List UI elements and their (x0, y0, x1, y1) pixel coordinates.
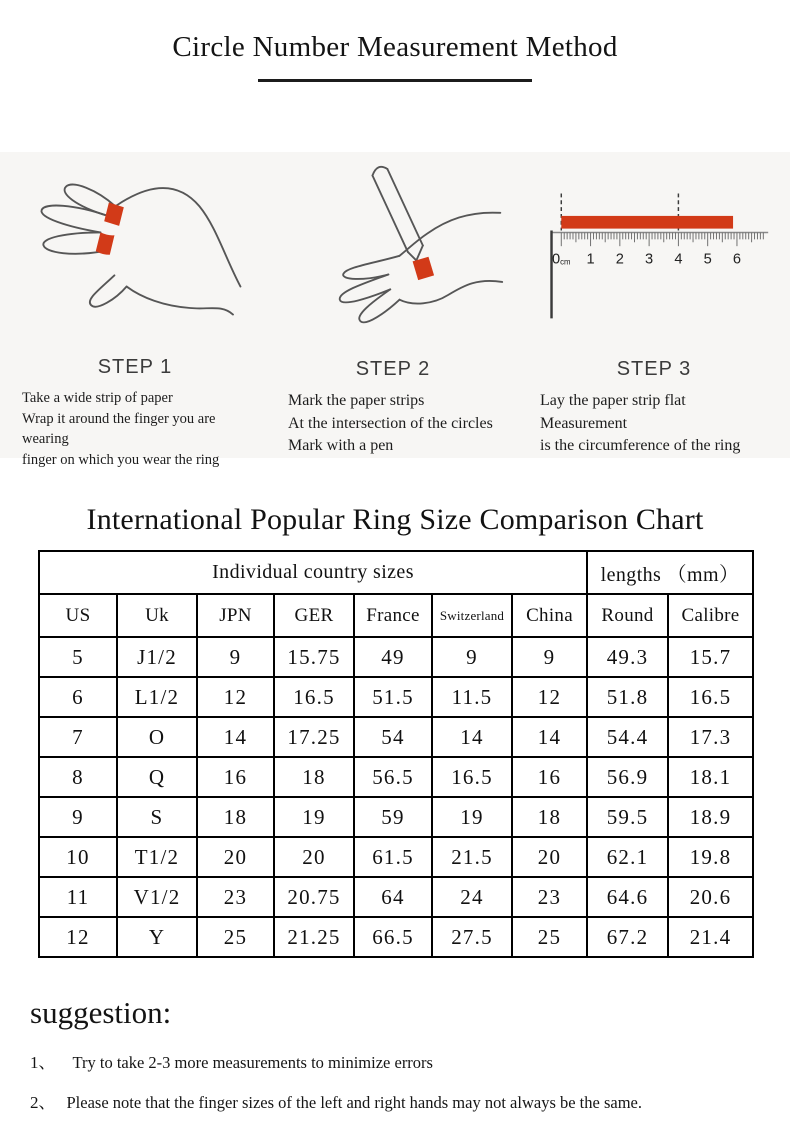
table-cell: 20.6 (668, 877, 753, 917)
column-header-round: Round (587, 594, 668, 637)
table-cell: 21.25 (274, 917, 354, 957)
table-cell: 9 (512, 637, 587, 677)
table-cell: 17.3 (668, 717, 753, 757)
step-3-section (522, 154, 786, 458)
title-underline (258, 79, 532, 82)
column-header-jpn: JPN (197, 594, 274, 637)
table-cell: 18 (274, 757, 354, 797)
table-row (39, 797, 753, 837)
table-cell: 54.4 (587, 717, 668, 757)
table-cell: 59 (354, 797, 432, 837)
step-1-line-2: Wrap it around the finger you are wearing (22, 410, 216, 448)
table-column-header-row (39, 594, 753, 637)
table-cell: 5 (39, 637, 117, 677)
table-cell: 64.6 (587, 877, 668, 917)
table-cell: 17.25 (274, 717, 354, 757)
hand-marking-with-pen-illustration (274, 155, 512, 351)
suggestion-item-text: Try to take 2-3 more measurements to minimize errors (72, 1053, 433, 1072)
table-cell: 7 (39, 717, 117, 757)
table-cell: 51.5 (354, 677, 432, 717)
step-1-line-1: Take a wide strip of paper (22, 390, 173, 406)
table-cell: L1/2 (117, 677, 197, 717)
column-header-calibre: Calibre (668, 594, 753, 637)
table-cell: 24 (432, 877, 512, 917)
ruler-label-6: 6 (732, 251, 742, 268)
table-cell: Y (117, 917, 197, 957)
table-cell: 12 (512, 677, 587, 717)
table-cell: 6 (39, 677, 117, 717)
suggestion-item (30, 1048, 790, 1073)
table-cell: 21.5 (432, 837, 512, 877)
ruler-label-5: 5 (703, 251, 712, 268)
table-cell: 21.4 (668, 917, 753, 957)
table-row (39, 877, 753, 917)
table-cell: 16.5 (668, 677, 753, 717)
table-row (39, 717, 753, 757)
table-cell: 18.1 (668, 757, 753, 797)
step-3-description (532, 390, 776, 458)
table-cell: 10 (39, 837, 117, 877)
table-cell: 15.75 (274, 637, 354, 677)
table-cell: 49 (354, 637, 432, 677)
table-row (39, 837, 753, 877)
table-cell: J1/2 (117, 637, 197, 677)
table-row (39, 917, 753, 957)
group-header-country-sizes: Individual country sizes (39, 551, 587, 594)
step-2-line-3: Mark with a pen (288, 437, 394, 455)
table-cell: 19.8 (668, 837, 753, 877)
table-cell: 25 (197, 917, 274, 957)
suggestion-item-text: Please note that the finger sizes of the left and right hands may not always be the same. (66, 1093, 642, 1112)
suggestion-heading: suggestion: (30, 995, 172, 1030)
column-header-china: China (512, 594, 587, 637)
table-cell: 14 (432, 717, 512, 757)
table-cell: 12 (197, 677, 274, 717)
step-3-label: STEP 3 (616, 357, 692, 380)
table-cell: 14 (512, 717, 587, 757)
table-cell: S (117, 797, 197, 837)
ruler-label-1: 1 (586, 251, 595, 268)
ruler-label-4: 4 (674, 251, 683, 268)
table-row (39, 677, 753, 717)
step-3-figure (532, 154, 776, 352)
table-cell: 59.5 (587, 797, 668, 837)
table-cell: 9 (197, 637, 274, 677)
page-header (0, 0, 790, 152)
measurement-steps-band (0, 152, 790, 468)
table-cell: 51.8 (587, 677, 668, 717)
step-2-line-2: At the intersection of the circles (288, 414, 493, 432)
table-cell: 49.3 (587, 637, 668, 677)
table-cell: 54 (354, 717, 432, 757)
table-cell: 67.2 (587, 917, 668, 957)
ruler-label-2: 2 (615, 251, 624, 268)
table-row (39, 637, 753, 677)
table-cell: 56.5 (354, 757, 432, 797)
step-2-description (274, 390, 512, 458)
suggestion-item-number: 1、 (30, 1053, 56, 1072)
column-header-switzerland: Switzerland (432, 594, 512, 637)
step-2-figure (274, 154, 512, 352)
table-cell: 62.1 (587, 837, 668, 877)
table-cell: 16 (512, 757, 587, 797)
step-1-description (16, 388, 254, 470)
step-1-line-3: finger on which you wear the ring (22, 451, 220, 468)
table-cell: 23 (197, 877, 274, 917)
step-1-label: STEP 1 (97, 356, 173, 378)
table-cell: 12 (39, 917, 117, 957)
table-cell: 16.5 (432, 757, 512, 797)
step-3-line-3: is the circumference of the ring (540, 437, 741, 455)
table-cell: 56.9 (587, 757, 668, 797)
step-3-line-1: Lay the paper strip flat (540, 391, 686, 409)
table-cell: 9 (39, 797, 117, 837)
suggestion-list (30, 1048, 790, 1113)
table-cell: 20 (274, 837, 354, 877)
step-2-line-1: Mark the paper strips (288, 391, 425, 409)
table-cell: 19 (274, 797, 354, 837)
table-cell: 16.5 (274, 677, 354, 717)
table-cell: 18.9 (668, 797, 753, 837)
table-cell: 27.5 (432, 917, 512, 957)
column-header-uk: Uk (117, 594, 197, 637)
ring-size-table (38, 550, 754, 958)
table-cell: 11.5 (432, 677, 512, 717)
table-group-header-row (39, 551, 753, 594)
step-2-label: STEP 2 (355, 357, 431, 380)
table-cell: 64 (354, 877, 432, 917)
table-cell: 15.7 (668, 637, 753, 677)
table-cell: T1/2 (117, 837, 197, 877)
table-cell: V1/2 (117, 877, 197, 917)
suggestion-section (30, 995, 790, 1113)
suggestion-item (30, 1088, 790, 1113)
table-cell: 20 (197, 837, 274, 877)
ruler-label-3: 3 (645, 251, 654, 268)
table-cell: 9 (432, 637, 512, 677)
table-cell: 18 (197, 797, 274, 837)
table-cell: 23 (512, 877, 587, 917)
table-cell: 11 (39, 877, 117, 917)
table-cell: 61.5 (354, 837, 432, 877)
ruler-measurement-illustration (532, 168, 776, 338)
step-2-section (264, 154, 522, 458)
table-cell: 66.5 (354, 917, 432, 957)
table-body (39, 637, 753, 957)
table-title: International Popular Ring Size Comparison Chart (86, 503, 704, 536)
step-3-line-2: Measurement (540, 414, 628, 432)
table-cell: 20 (512, 837, 587, 877)
table-cell: 14 (197, 717, 274, 757)
group-header-lengths-mm: lengths （mm） (587, 551, 753, 594)
table-cell: 16 (197, 757, 274, 797)
hand-with-paper-strip-illustration (16, 154, 254, 350)
table-cell: 8 (39, 757, 117, 797)
table-cell: 25 (512, 917, 587, 957)
table-cell: Q (117, 757, 197, 797)
table-cell: 20.75 (274, 877, 354, 917)
table-cell: 19 (432, 797, 512, 837)
ruler-labels (552, 252, 741, 268)
column-header-france: France (354, 594, 432, 637)
page-title: Circle Number Measurement Method (172, 31, 618, 63)
suggestion-item-number: 2、 (30, 1093, 56, 1112)
step-1-figure (16, 154, 254, 350)
table-cell: 18 (512, 797, 587, 837)
table-cell: O (117, 717, 197, 757)
step-1-section (6, 154, 264, 468)
column-header-us: US (39, 594, 117, 637)
column-header-ger: GER (274, 594, 354, 637)
ruler-label-0cm: 0cm (552, 251, 571, 268)
table-row (39, 757, 753, 797)
ruler-ticks (561, 232, 763, 246)
